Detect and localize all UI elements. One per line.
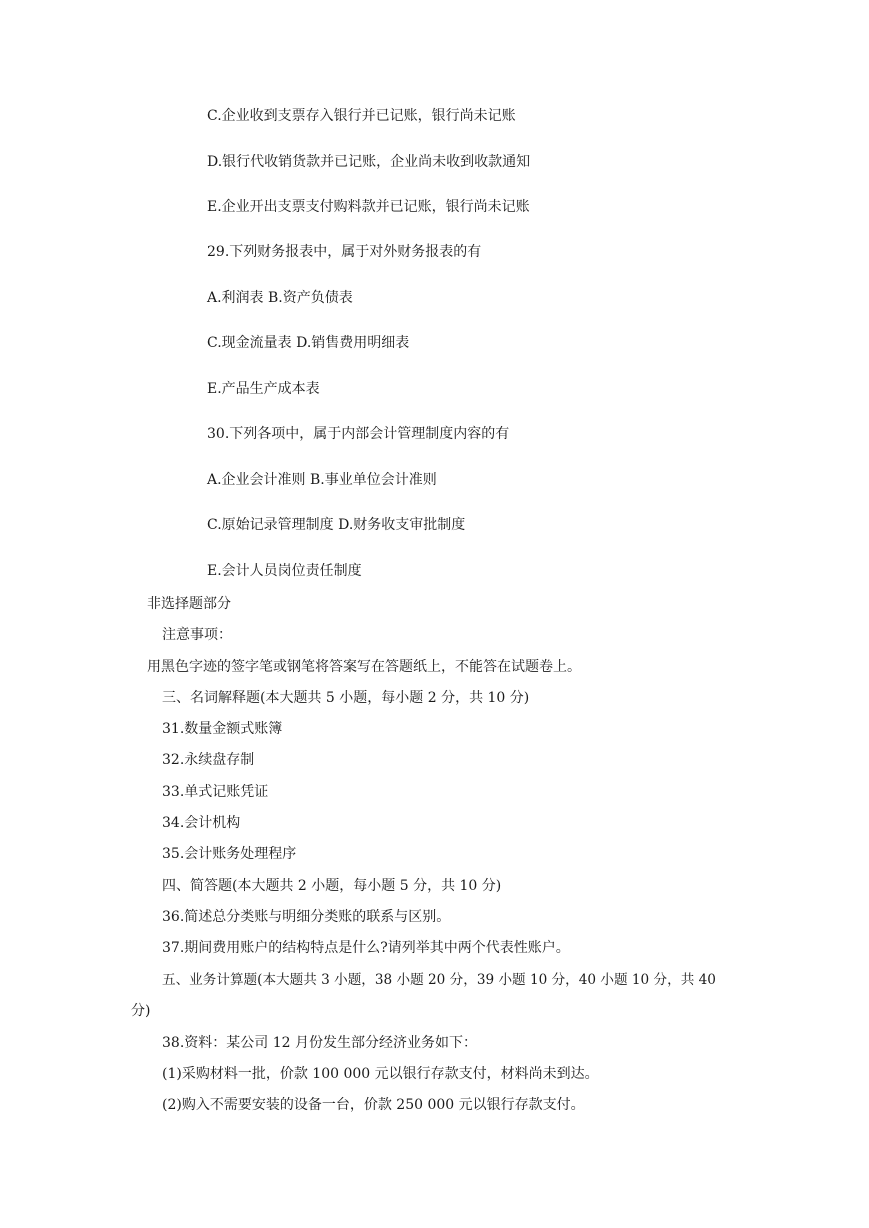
q29-option-ab: A.利润表 B.资产负债表 bbox=[207, 290, 353, 306]
section3-item-34: 34.会计机构 bbox=[162, 815, 241, 831]
q28-option-e: E.企业开出支票支付购料款并已记账，银行尚未记账 bbox=[207, 199, 530, 215]
q30-option-ab: A.企业会计准则 B.事业单位会计准则 bbox=[207, 472, 437, 488]
q29-stem: 29.下列财务报表中，属于对外财务报表的有 bbox=[207, 244, 482, 260]
notice-text: 用黑色字迹的签字笔或钢笔将答案写在答题纸上，不能答在试题卷上。 bbox=[147, 659, 581, 675]
q30-option-cd: C.原始记录管理制度 D.财务收支审批制度 bbox=[207, 517, 466, 533]
section3-heading: 三、名词解释题(本大题共 5 小题，每小题 2 分，共 10 分) bbox=[162, 690, 530, 706]
q38-item-2: (2)购入不需要安装的设备一台，价款 250 000 元以银行存款支付。 bbox=[162, 1097, 585, 1113]
q30-option-e: E.会计人员岗位责任制度 bbox=[207, 563, 362, 579]
section3-item-32: 32.永续盘存制 bbox=[162, 752, 255, 768]
q28-option-c: C.企业收到支票存入银行并已记账，银行尚未记账 bbox=[207, 108, 516, 124]
section3-item-31: 31.数量金额式账簿 bbox=[162, 721, 283, 737]
section3-item-33: 33.单式记账凭证 bbox=[162, 784, 269, 800]
q30-stem: 30.下列各项中，属于内部会计管理制度内容的有 bbox=[207, 426, 510, 442]
section4-item-36: 36.简述总分类账与明细分类账的联系与区别。 bbox=[162, 909, 451, 925]
section3-item-35: 35.会计账务处理程序 bbox=[162, 846, 297, 862]
section5-heading-wrap: 分) bbox=[131, 1003, 151, 1019]
q38-intro: 38.资料：某公司 12 月份发生部分经济业务如下： bbox=[162, 1035, 477, 1051]
notice-title: 注意事项： bbox=[162, 627, 232, 643]
section4-heading: 四、简答题(本大题共 2 小题，每小题 5 分，共 10 分) bbox=[162, 878, 502, 894]
q29-option-cd: C.现金流量表 D.销售费用明细表 bbox=[207, 335, 410, 351]
q28-option-d: D.银行代收销货款并已记账，企业尚未收到收款通知 bbox=[207, 154, 531, 170]
section5-heading: 五、业务计算题(本大题共 3 小题，38 小题 20 分，39 小题 10 分，40 小题 10 分，共 40 bbox=[162, 972, 716, 988]
q38-item-1: (1)采购材料一批，价款 100 000 元以银行存款支付，材料尚未到达。 bbox=[162, 1066, 599, 1082]
part-title: 非选择题部分 bbox=[147, 596, 231, 612]
q29-option-e: E.产品生产成本表 bbox=[207, 381, 320, 397]
section4-item-37: 37.期间费用账户的结构特点是什么?请列举其中两个代表性账户。 bbox=[162, 940, 570, 956]
